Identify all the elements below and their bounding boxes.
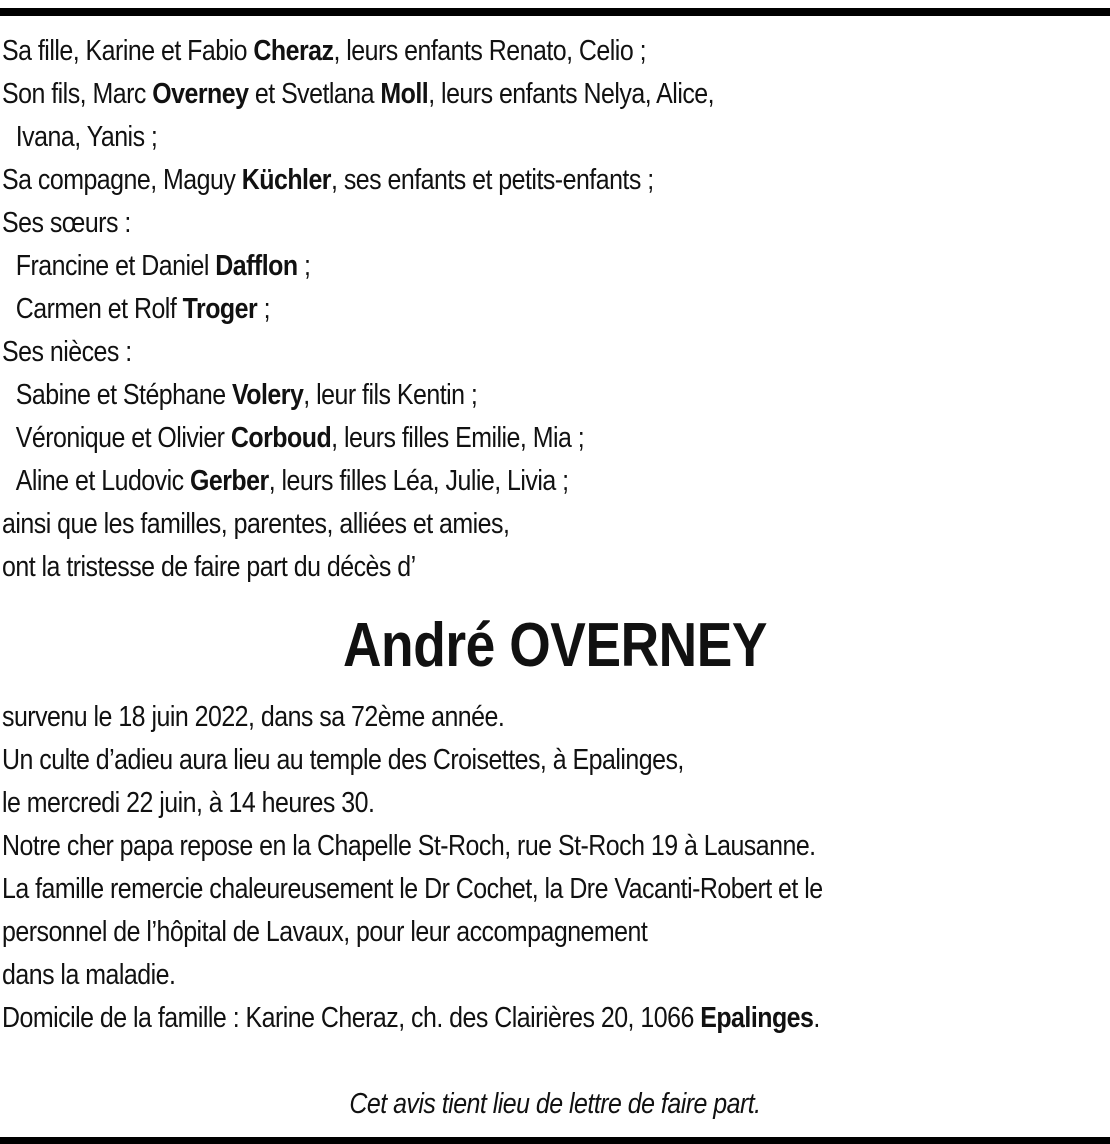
service-location-line: Un culte d’adieu aura lieu au temple des Croisettes, à Epalinges, xyxy=(2,744,684,776)
son-prefix: Son fils, Marc xyxy=(2,78,153,110)
address-city: Epalinges xyxy=(700,1002,814,1034)
son-partner-surname: Moll xyxy=(380,78,429,110)
address-prefix: Domicile de la famille : Karine Cheraz, ch. des Clairières 20, 1066 xyxy=(2,1002,701,1034)
niece-prefix: Véronique et Olivier xyxy=(15,422,231,454)
announcement-line: ont la tristesse de faire part du décès d’ xyxy=(2,551,416,583)
sister-prefix: Francine et Daniel xyxy=(15,250,216,282)
deceased-name: André OVERNEY xyxy=(342,611,768,680)
address-suffix: . xyxy=(813,1002,820,1034)
sister-suffix: ; xyxy=(257,293,271,325)
thanks-line: La famille remercie chaleureusement le Dr Cochet, la Dre Vacanti-Robert et le xyxy=(2,873,823,905)
son-mid: et Svetlana xyxy=(248,78,381,110)
extended-family-line: ainsi que les familles, parentes, alliées et amies, xyxy=(2,508,510,540)
daughter-suffix: , leurs enfants Renato, Celio ; xyxy=(333,35,647,67)
sister-prefix: Carmen et Rolf xyxy=(15,293,183,325)
niece-surname: Volery xyxy=(231,379,304,411)
service-time-line: le mercredi 22 juin, à 14 heures 30. xyxy=(2,787,375,819)
companion-surname: Küchler xyxy=(241,164,332,196)
niece-surname: Corboud xyxy=(230,422,332,454)
sister-suffix: ; xyxy=(297,250,311,282)
son-line xyxy=(2,73,953,116)
bottom-rule xyxy=(0,1137,1110,1144)
niece-prefix: Sabine et Stéphane xyxy=(15,379,232,411)
daughter-line xyxy=(2,30,953,73)
companion-prefix: Sa compagne, Maguy xyxy=(2,164,242,196)
niece-prefix: Aline et Ludovic xyxy=(15,465,191,497)
sister-surname: Troger xyxy=(182,293,258,325)
thanks-line-2: personnel de l’hôpital de Lavaux, pour leur accompagnement xyxy=(2,916,648,948)
sisters-heading: Ses sœurs : xyxy=(2,207,131,239)
niece-suffix: , leur fils Kentin ; xyxy=(303,379,478,411)
son-continuation-line: Ivana, Yanis ; xyxy=(15,121,158,153)
resting-place-line: Notre cher papa repose en la Chapelle St-Roch, rue St-Roch 19 à Lausanne. xyxy=(2,830,816,862)
sister-surname: Dafflon xyxy=(215,250,298,282)
niece-line xyxy=(2,374,953,417)
closing-note: Cet avis tient lieu de lettre de faire part. xyxy=(349,1088,761,1120)
sister-line xyxy=(2,245,953,288)
daughter-prefix: Sa fille, Karine et Fabio xyxy=(2,35,254,67)
son-surname: Overney xyxy=(152,78,249,110)
companion-line xyxy=(2,159,953,202)
niece-suffix: , leurs filles Léa, Julie, Livia ; xyxy=(268,465,569,497)
sister-line xyxy=(2,288,953,331)
daughter-surname: Cheraz xyxy=(253,35,334,67)
niece-surname: Gerber xyxy=(190,465,269,497)
niece-line xyxy=(2,460,953,503)
niece-suffix: , leurs filles Emilie, Mia ; xyxy=(331,422,585,454)
son-suffix: , leurs enfants Nelya, Alice, xyxy=(428,78,715,110)
death-date-line: survenu le 18 juin 2022, dans sa 72ème année. xyxy=(2,701,505,733)
companion-suffix: , ses enfants et petits-enfants ; xyxy=(331,164,654,196)
top-rule xyxy=(0,8,1110,16)
thanks-line-3: dans la maladie. xyxy=(2,959,176,991)
details-block xyxy=(2,696,1108,1040)
family-address-line xyxy=(2,997,953,1040)
family-list xyxy=(2,30,1108,589)
niece-line xyxy=(2,417,953,460)
nieces-heading: Ses nièces : xyxy=(2,336,132,368)
